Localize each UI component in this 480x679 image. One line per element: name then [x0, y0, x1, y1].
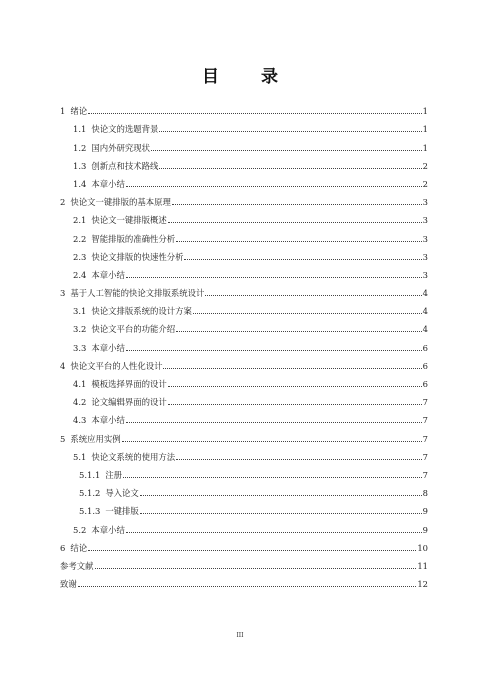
- toc-entry-number: 3: [60, 288, 66, 299]
- toc-leader-dots: [172, 204, 422, 205]
- toc-entry-page: 3: [422, 215, 428, 226]
- toc-entry-number: 1: [60, 106, 66, 117]
- toc-entry-number: 1.3: [73, 160, 87, 171]
- toc-leader-dots: [95, 568, 417, 569]
- toc-entry-page: 9: [422, 524, 428, 535]
- toc-entry-page: 4: [422, 324, 428, 335]
- toc-entry[interactable]: [60, 553, 428, 571]
- toc-entry[interactable]: [60, 262, 428, 280]
- toc-entry-label: 智能排版的准确性分析: [91, 233, 176, 244]
- toc-entry-number: 4: [60, 360, 66, 371]
- toc-entry[interactable]: [60, 425, 428, 443]
- toc-entry[interactable]: [60, 316, 428, 334]
- toc-entry-page: 1: [422, 106, 428, 117]
- toc-entry[interactable]: [60, 244, 428, 262]
- toc-leader-dots: [159, 131, 421, 132]
- toc-entry-label: 国内外研究现状: [91, 142, 150, 153]
- toc-entry-label: 注册: [105, 469, 123, 480]
- toc-entry-label: 快论文的选题背景: [91, 124, 159, 135]
- toc-entry-page: 3: [422, 197, 428, 208]
- toc-entry-label: 本章小结: [91, 269, 125, 280]
- toc-entry[interactable]: [60, 480, 428, 498]
- page-number: III: [236, 632, 244, 639]
- toc-entry[interactable]: [60, 462, 428, 480]
- toc-entry-number: 4.3: [73, 415, 87, 426]
- toc-entry[interactable]: [60, 171, 428, 189]
- toc-entry[interactable]: [60, 225, 428, 243]
- toc-entry-label: 本章小结: [91, 524, 125, 535]
- toc-entry-label: 一键排版: [105, 506, 139, 517]
- toc-entry-number: 1.1: [73, 124, 87, 135]
- toc-entry-number: 6: [60, 542, 66, 553]
- toc-entry-number: 2.4: [73, 269, 87, 280]
- toc-entry-page: 7: [422, 397, 428, 408]
- toc-entry[interactable]: [60, 280, 428, 298]
- toc-entry[interactable]: [60, 389, 428, 407]
- toc-entry-number: 2.1: [73, 215, 87, 226]
- toc-entry-label: 创新点和技术路线: [91, 160, 159, 171]
- toc-entry-number: 4.2: [73, 397, 87, 408]
- toc-entry-page: 7: [422, 469, 428, 480]
- toc-entry-label: 快论文排版系统的设计方案: [91, 306, 192, 317]
- toc-entry-page: 7: [422, 415, 428, 426]
- toc-entry-label: 系统应用实例: [70, 433, 121, 444]
- toc-leader-dots: [88, 113, 422, 114]
- toc-entry-page: 3: [422, 269, 428, 280]
- toc-entry-label: 本章小结: [91, 342, 125, 353]
- toc-leader-dots: [123, 477, 422, 478]
- toc-entry[interactable]: [60, 334, 428, 352]
- toc-leader-dots: [122, 441, 422, 442]
- toc-leader-dots: [168, 222, 422, 223]
- toc-leader-dots: [168, 386, 422, 387]
- toc-leader-dots: [205, 295, 421, 296]
- toc-entry-label: 快论文系统的使用方法: [91, 451, 176, 462]
- toc-leader-dots: [126, 532, 422, 533]
- toc-entry[interactable]: [60, 444, 428, 462]
- toc-leader-dots: [140, 495, 422, 496]
- toc-leader-dots: [184, 259, 421, 260]
- toc-entry-page: 1: [422, 124, 428, 135]
- toc-entry-page: 12: [417, 579, 428, 590]
- toc-leader-dots: [78, 586, 417, 587]
- toc-leader-dots: [176, 459, 422, 460]
- toc-leader-dots: [126, 350, 422, 351]
- toc-entry[interactable]: [60, 98, 428, 116]
- toc-leader-dots: [163, 368, 421, 369]
- toc-entry[interactable]: [60, 516, 428, 534]
- toc-entry-number: 5.2: [73, 524, 87, 535]
- toc-entry-page: 7: [422, 451, 428, 462]
- toc-leader-dots: [126, 186, 422, 187]
- toc-entry-number: 4.1: [73, 379, 87, 389]
- toc-entry[interactable]: [60, 407, 428, 425]
- toc-entry-number: 5.1: [73, 451, 87, 462]
- toc-entry-label: 快论文一键排版概述: [91, 215, 167, 226]
- toc-entry-number: 5.1.3: [79, 506, 101, 517]
- toc-entry-page: 8: [422, 488, 428, 499]
- toc-entry-label: 基于人工智能的快论文排版系统设计: [70, 288, 205, 299]
- toc-entry[interactable]: [60, 153, 428, 171]
- toc-entry-number: 5: [60, 433, 66, 444]
- toc-entry-label: 快论文平台的人性化设计: [70, 360, 163, 371]
- toc-entry-label: 论文编辑界面的设计: [91, 397, 167, 408]
- toc-entry-label: 导入论文: [105, 488, 139, 499]
- toc-leader-dots: [151, 150, 422, 151]
- toc-leader-dots: [126, 277, 422, 278]
- toc-entry-page: 6: [422, 342, 428, 353]
- toc-entry[interactable]: [60, 535, 428, 553]
- toc-entry-number: 3.1: [73, 306, 87, 317]
- toc-entry[interactable]: [60, 189, 428, 207]
- toc-entry-page: 10: [417, 542, 428, 553]
- toc-entry-label: 本章小结: [91, 178, 125, 189]
- toc-entry[interactable]: [60, 134, 428, 152]
- toc-entry-number: 2: [60, 197, 66, 208]
- toc-leader-dots: [176, 331, 422, 332]
- toc-entry-number: 1.4: [73, 178, 87, 189]
- toc-leader-dots: [140, 513, 422, 514]
- toc-leader-dots: [88, 550, 416, 551]
- toc-entry-number: 2.2: [73, 233, 87, 244]
- toc-leader-dots: [159, 168, 421, 169]
- toc-entry-page: 6: [422, 360, 428, 371]
- toc-entry-page: 9: [422, 506, 428, 517]
- toc-entry-page: 4: [422, 306, 428, 317]
- toc-entry-page: 2: [422, 178, 428, 189]
- toc-entry-label: 模板选择界面的设计: [91, 379, 167, 389]
- toc-entry-number: 5.1.2: [79, 488, 101, 499]
- toc-list: [60, 98, 428, 589]
- toc-entry-page: 7: [422, 433, 428, 444]
- toc-entry[interactable]: [60, 116, 428, 134]
- toc-entry[interactable]: [60, 571, 428, 589]
- toc-entry-label: 参考文献: [60, 560, 94, 571]
- toc-leader-dots: [176, 241, 422, 242]
- toc-entry-label: 绪论: [70, 106, 88, 117]
- toc-entry-label: 本章小结: [91, 415, 125, 426]
- toc-entry-label: 快论文排版的快速性分析: [91, 251, 184, 262]
- toc-leader-dots: [126, 422, 422, 423]
- toc-entry[interactable]: [60, 207, 428, 225]
- toc-entry[interactable]: [60, 353, 428, 371]
- toc-entry[interactable]: [60, 371, 428, 389]
- toc-entry-page: 6: [422, 379, 428, 389]
- toc-entry-page: 3: [422, 233, 428, 244]
- toc-entry-number: 3.2: [73, 324, 87, 335]
- toc-entry-page: 11: [417, 560, 428, 571]
- toc-entry-page: 4: [422, 288, 428, 299]
- toc-leader-dots: [193, 313, 422, 314]
- toc-entry[interactable]: [60, 498, 428, 516]
- toc-leader-dots: [168, 404, 422, 405]
- toc-entry-number: 2.3: [73, 251, 87, 262]
- toc-entry-number: 1.2: [73, 142, 87, 153]
- toc-entry-page: 2: [422, 160, 428, 171]
- toc-entry-page: 1: [422, 142, 428, 153]
- toc-entry-page: 3: [422, 251, 428, 262]
- toc-entry-label: 快论文平台的功能介绍: [91, 324, 176, 335]
- toc-entry[interactable]: [60, 298, 428, 316]
- toc-entry-number: 3.3: [73, 342, 87, 353]
- toc-entry-number: 5.1.1: [79, 469, 101, 480]
- toc-entry-label: 结论: [70, 542, 88, 553]
- toc-title: 目 录: [202, 67, 296, 87]
- toc-entry-label: 快论文一键排版的基本原理: [70, 197, 171, 208]
- toc-entry-label: 致谢: [60, 579, 77, 590]
